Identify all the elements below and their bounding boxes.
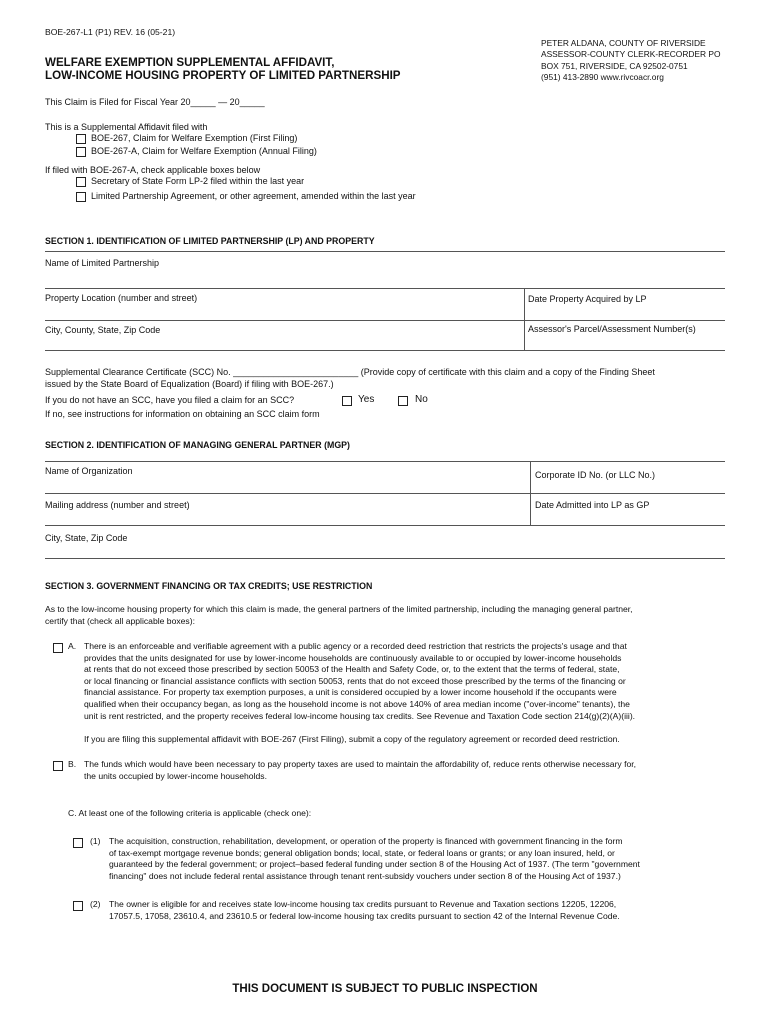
section3-intro-line: As to the low-income housing property for which this claim is made, the general partners of the limited partnership, including the managing general partner, xyxy=(45,604,633,614)
scc-note: (Provide copy of certificate with this claim and a copy of the Finding Sheet xyxy=(360,367,655,377)
property-location-field[interactable] xyxy=(45,304,523,320)
lp2-checkbox[interactable] xyxy=(76,177,86,187)
item-b-label: B. xyxy=(68,759,77,769)
c1-line: guaranteed by the federal government; or project–based federal funding under section 8 of the Housing Act of 1937. (The term "government xyxy=(109,859,640,870)
date-acquired-label: Date Property Acquired by LP xyxy=(528,294,647,304)
lp-agreement-checkbox[interactable] xyxy=(76,192,86,202)
scc-no-checkbox[interactable] xyxy=(398,396,408,406)
item-a-line: There is an enforceable and verifiable agreement with a public agency or a recorded deed restriction that restricts the projects's usage and that xyxy=(84,641,627,651)
boe267-option-label: BOE-267, Claim for Welfare Exemption (First Filing) xyxy=(91,133,298,143)
item-a-label: A. xyxy=(68,641,77,651)
boe267a-option-label: BOE-267-A, Claim for Welfare Exemption (Annual Filing) xyxy=(91,146,317,156)
section2-heading: SECTION 2. IDENTIFICATION OF MANAGING GENERAL PARTNER (MGP) xyxy=(45,440,350,450)
section3-intro-line: certify that (check all applicable boxes): xyxy=(45,615,195,626)
scc-number-field[interactable]: Supplemental Clearance Certificate (SCC) No. _________________________ xyxy=(45,367,359,377)
if-filed-label: If filed with BOE-267-A, check applicable boxes below xyxy=(45,165,261,175)
scc-instructions: If no, see instructions for information on obtaining an SCC claim form xyxy=(45,409,320,419)
item-b-line: The funds which would have been necessary to pay property taxes are used to maintain the affordability of, reduce rents otherwise necessary for, xyxy=(84,759,637,769)
c2-label: (2) xyxy=(90,899,101,909)
divider xyxy=(45,525,725,526)
c1-text xyxy=(109,836,727,882)
c2-text xyxy=(109,899,727,922)
city-state-zip-label: City, State, Zip Code xyxy=(45,533,128,543)
item-a-line: qualified when their occupancy began, as long as the household income is not above 140% of area median income ("over-income" tenants), the xyxy=(84,698,630,709)
divider xyxy=(45,493,725,494)
city-county-label: City, County, State, Zip Code xyxy=(45,325,161,335)
supplemental-label: This is a Supplemental Affidavit filed with xyxy=(45,122,208,132)
c1-line: The acquisition, construction, rehabilitation, development, or operation of the property is financed with government financing in the form xyxy=(109,836,623,846)
scc-no-label: No xyxy=(415,394,428,405)
item-b-text xyxy=(84,759,727,782)
c2-checkbox[interactable] xyxy=(73,901,83,911)
date-acquired-field[interactable] xyxy=(528,305,724,320)
lp2-option-label: Secretary of State Form LP-2 filed within the last year xyxy=(91,176,305,186)
item-a-line: provides that the units designated for use by lower-income households are continuously available to or occupied by lower-income households xyxy=(84,652,622,663)
boe267-checkbox[interactable] xyxy=(76,134,86,144)
divider xyxy=(45,350,725,351)
divider xyxy=(45,288,725,289)
item-a-line: financial assistance. For property tax exemption purposes, a unit is considered occupied by a lower income household if the occupants were xyxy=(84,687,617,698)
section1-heading: SECTION 1. IDENTIFICATION OF LIMITED PARTNERSHIP (LP) AND PROPERTY xyxy=(45,236,375,246)
c1-line: of tax-exempt mortgage revenue bonds; general obligation bonds; local, state, or federal loans or grants; or any loan insured, held, or xyxy=(109,847,615,858)
item-a-text xyxy=(84,641,727,722)
lp-name-field-label: Name of Limited Partnership xyxy=(45,258,160,268)
c1-checkbox[interactable] xyxy=(73,838,83,848)
scc-line1 xyxy=(45,366,655,378)
section3-intro xyxy=(45,604,728,627)
mailing-address-field[interactable] xyxy=(45,511,529,525)
scc-line2: issued by the State Board of Equalization (Board) if filing with BOE-267.) xyxy=(45,379,334,389)
date-admitted-field[interactable] xyxy=(535,511,724,525)
lp-name-field[interactable] xyxy=(45,270,725,288)
lp-agreement-option-label: Limited Partnership Agreement, or other agreement, amended within the last year xyxy=(91,191,416,201)
item-a-note: If you are filing this supplemental affidavit with BOE-267 (First Filing), submit a copy of the regulatory agreement or recorded deed restriction. xyxy=(84,734,620,744)
city-county-field[interactable] xyxy=(45,336,523,350)
boe267a-checkbox[interactable] xyxy=(76,147,86,157)
property-location-label: Property Location (number and street) xyxy=(45,293,198,303)
c1-label: (1) xyxy=(90,836,101,846)
corp-id-field[interactable] xyxy=(535,481,724,493)
address-line: PETER ALDANA, COUNTY OF RIVERSIDE xyxy=(541,38,706,48)
form-title-line1: WELFARE EXEMPTION SUPPLEMENTAL AFFIDAVIT, xyxy=(45,56,335,69)
date-admitted-label: Date Admitted into LP as GP xyxy=(535,500,650,510)
item-a-line: at rents that do not exceed those prescribed by section 50053 of the Health and Safety Code, or, to the extent that the terms of federal, state, xyxy=(84,664,620,675)
corp-id-label: Corporate ID No. (or LLC No.) xyxy=(535,470,656,480)
item-c-text: C. At least one of the following criteria is applicable (check one): xyxy=(68,808,312,818)
section3-heading: SECTION 3. GOVERNMENT FINANCING OR TAX CREDITS; USE RESTRICTION xyxy=(45,581,373,591)
divider xyxy=(45,320,725,321)
address-line: ASSESSOR-COUNTY CLERK-RECORDER PO xyxy=(541,49,721,60)
address-line: (951) 413-2890 www.rivcoacr.org xyxy=(541,71,664,82)
mailing-address-label: Mailing address (number and street) xyxy=(45,500,190,510)
scc-yes-checkbox[interactable] xyxy=(342,396,352,406)
item-b-line: the units occupied by lower-income households. xyxy=(84,770,267,781)
divider xyxy=(45,558,725,559)
county-address-block xyxy=(541,38,720,83)
item-a-line: or local financing or financial assistance conflicts with section 50053, rents that do not exceed those prescribed by the terms of the financing or xyxy=(84,675,626,686)
form-title-line2: LOW-INCOME HOUSING PROPERTY OF LIMITED PARTNERSHIP xyxy=(45,69,401,82)
item-a-line: unit is rent restricted, and the property receives federal low-income housing tax credits. See Revenue and Taxation Code section 214(g)(2)(A)(iii). xyxy=(84,710,636,721)
city-state-zip-field[interactable] xyxy=(45,545,725,557)
scc-question: If you do not have an SCC, have you filed a claim for an SCC? xyxy=(45,395,295,405)
item-a-checkbox[interactable] xyxy=(53,643,63,653)
org-name-label: Name of Organization xyxy=(45,466,133,476)
item-b-checkbox[interactable] xyxy=(53,761,63,771)
scc-yes-label: Yes xyxy=(358,394,375,405)
form-code: BOE-267-L1 (P1) REV. 16 (05-21) xyxy=(45,27,176,37)
c2-line: The owner is eligible for and receives state low-income housing tax credits pursuant to Revenue and Taxation sections 12205, 12206, xyxy=(109,899,617,909)
org-name-field[interactable] xyxy=(45,477,529,493)
c2-line: 17057.5, 17058, 23610.4, and 23610.5 or federal low-income housing tax credits pursuant to section 42 of the Internal Revenue Code. xyxy=(109,910,620,921)
c1-line: financing" does not include federal rental assistance through tenant rent-subsidy vouchers under section 8 of the Housing Act of 1937.) xyxy=(109,870,621,881)
fiscal-year-line: This Claim is Filed for Fiscal Year 20_____ — 20_____ xyxy=(45,97,265,107)
divider xyxy=(45,251,725,252)
parcel-number-field[interactable] xyxy=(528,336,724,350)
address-line: BOX 751, RIVERSIDE, CA 92502-0751 xyxy=(541,60,688,71)
divider xyxy=(45,461,725,462)
column-divider xyxy=(524,288,525,350)
parcel-number-label: Assessor's Parcel/Assessment Number(s) xyxy=(528,324,696,334)
public-inspection-notice: THIS DOCUMENT IS SUBJECT TO PUBLIC INSPECTION xyxy=(232,983,538,995)
